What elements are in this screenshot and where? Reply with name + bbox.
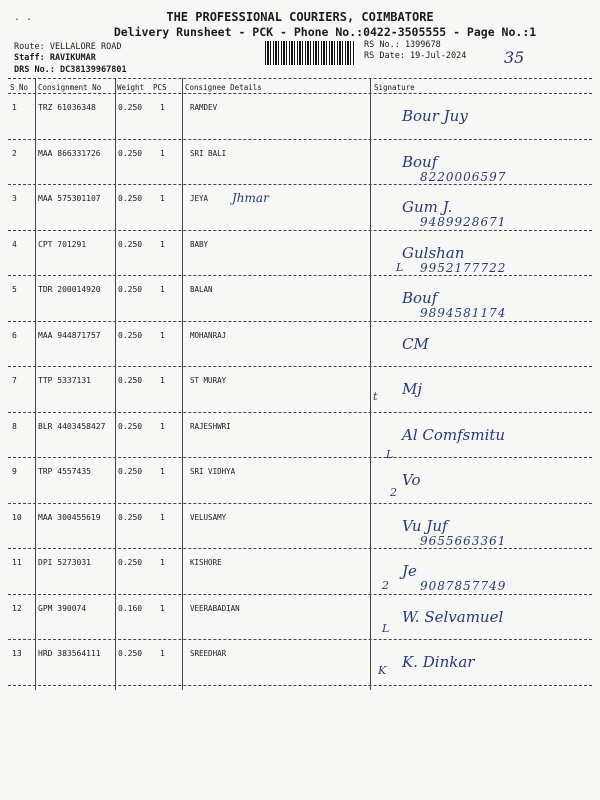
company-title: THE PROFESSIONAL COURIERS, COIMBATORE	[166, 10, 434, 24]
route-label: Route: VELLALORE ROAD	[14, 42, 122, 52]
signature-handwriting: Bouf	[402, 152, 438, 171]
runsheet-title: Delivery Runsheet - PCK - Phone No.:0422-3505555 - Page No.:1	[113, 25, 537, 39]
weight-value: 0.250	[118, 558, 143, 567]
serial-number: 3	[12, 194, 17, 203]
pcs-value: 1	[160, 103, 165, 112]
consignment-number: MAA 944871757	[38, 330, 101, 340]
weight-value: 0.250	[118, 285, 143, 294]
weight-value: 0.160	[118, 603, 143, 613]
consignment-number: BLR 4403458427	[38, 421, 106, 431]
consignee-name: JEYA	[190, 194, 209, 203]
handwritten-mark-row11: 2	[382, 579, 389, 592]
col-divider	[35, 78, 36, 690]
col-header-consignment: Consignment No	[38, 83, 102, 92]
pcs-value: 1	[160, 649, 165, 658]
handwritten-mark-row13: K	[378, 664, 387, 677]
pcs-value: 1	[160, 194, 165, 203]
row-divider	[8, 457, 592, 458]
row-divider	[8, 548, 592, 549]
signature-handwriting: Mj	[402, 380, 423, 398]
col-header-weight: Weight	[117, 83, 145, 92]
consignment-number: TRP 4557435	[38, 467, 91, 476]
signature-phone-note: 9952177722	[420, 260, 507, 275]
consignee-name: VEERABADIAN	[190, 603, 240, 613]
serial-number: 7	[12, 376, 17, 385]
row-divider	[8, 275, 592, 276]
row-divider	[8, 685, 592, 686]
col-header-sno: S No	[10, 83, 29, 92]
drs-number: DRS No.: DC38139967801	[14, 65, 127, 75]
row-divider	[8, 139, 592, 140]
serial-number: 1	[12, 103, 17, 112]
weight-value: 0.250	[118, 330, 143, 340]
weight-value: 0.250	[118, 467, 143, 476]
signature-phone-note: 8220006597	[420, 169, 507, 184]
consignment-number: MAA 300455619	[38, 512, 101, 522]
handwritten-mark-row9: 2	[390, 486, 397, 499]
signature-handwriting: W. Selvamuel	[402, 607, 504, 626]
signature-handwriting: K. Dinkar	[402, 653, 475, 671]
consignee-name: BALAN	[190, 285, 213, 294]
row-divider	[8, 230, 592, 231]
consignee-name: MOHANRAJ	[190, 330, 227, 340]
col-header-signature: Signature	[374, 83, 415, 92]
col-divider	[182, 78, 183, 690]
row-divider	[8, 594, 592, 595]
pcs-value: 1	[160, 603, 165, 613]
consignment-number: MAA 575301107	[38, 194, 101, 203]
row-divider	[8, 412, 592, 413]
pcs-value: 1	[160, 376, 165, 385]
serial-number: 6	[12, 330, 17, 340]
weight-value: 0.250	[118, 376, 143, 385]
corner-marks: . .	[14, 12, 33, 23]
consignee-name: BABY	[190, 239, 209, 249]
row-divider	[8, 639, 592, 640]
signature-handwriting: Vu Juf	[402, 516, 448, 535]
signature-phone-note: 9489928671	[420, 215, 507, 229]
weight-value: 0.250	[118, 649, 143, 658]
serial-number: 4	[12, 239, 17, 249]
col-header-pcs: PCS	[153, 83, 167, 92]
signature-handwriting: Je	[402, 562, 417, 580]
signature-handwriting: Vo	[402, 471, 421, 489]
consignment-number: DPI 5273031	[38, 558, 91, 567]
signature-handwriting: Gulshan	[402, 243, 465, 262]
consignment-number: GPM 390074	[38, 603, 87, 613]
signature-handwriting: Al Comfsmitu	[402, 425, 506, 444]
signature-handwriting: CM	[402, 334, 429, 353]
col-divider	[115, 78, 116, 690]
consignee-name: KISHORE	[190, 558, 222, 567]
consignee-name: ST MURAY	[190, 376, 227, 385]
signature-handwriting: Bouf	[402, 289, 438, 307]
signature-handwriting: Gum J.	[402, 198, 453, 216]
rs-number: RS No.: 1399678	[364, 40, 441, 50]
consignee-name: RAJESHWRI	[190, 421, 231, 431]
serial-number: 11	[12, 558, 22, 567]
weight-value: 0.250	[118, 239, 143, 249]
rs-date: RS Date: 19-Jul-2024	[364, 51, 467, 61]
row-divider	[8, 503, 592, 504]
header-rule	[8, 93, 592, 94]
consignment-number: TTP 5337131	[38, 376, 91, 385]
col-header-consignee: Consignee Details	[185, 83, 262, 92]
pcs-value: 1	[160, 512, 165, 522]
pcs-value: 1	[160, 421, 165, 431]
serial-number: 10	[12, 512, 22, 522]
serial-number: 8	[12, 421, 17, 431]
consignee-name: SREEDHAR	[190, 649, 227, 658]
handwritten-name-row3: Jhmar	[232, 191, 269, 205]
serial-number: 13	[12, 649, 22, 658]
serial-number: 9	[12, 467, 17, 476]
staff-label: Staff: RAVIKUMAR	[14, 53, 96, 63]
weight-value: 0.250	[118, 103, 143, 112]
consignment-number: MAA 866331726	[38, 148, 101, 158]
barcode	[265, 41, 355, 65]
pcs-value: 1	[160, 285, 165, 294]
consignee-name: RAMDEV	[190, 103, 218, 112]
consignee-name: VELUSAMY	[190, 512, 227, 522]
consignment-number: HRD 383564111	[38, 649, 101, 658]
row-divider	[8, 184, 592, 185]
consignee-name: SRI VIDHYA	[190, 467, 236, 476]
col-divider	[370, 78, 371, 690]
signature-phone-note: 9087857749	[420, 579, 507, 593]
weight-value: 0.250	[118, 148, 143, 158]
pcs-value: 1	[160, 148, 165, 158]
consignment-number: TRZ 61036348	[38, 103, 96, 112]
handwritten-count: 35	[504, 48, 525, 67]
handwritten-mark-row4: L	[396, 261, 404, 274]
weight-value: 0.250	[118, 421, 143, 431]
handwritten-mark-row8: L	[386, 448, 394, 461]
serial-number: 5	[12, 285, 17, 294]
pcs-value: 1	[160, 239, 165, 249]
row-divider	[8, 366, 592, 367]
handwritten-mark-row12: L	[382, 622, 390, 635]
signature-phone-note: 9655663361	[420, 533, 507, 548]
weight-value: 0.250	[118, 512, 143, 522]
serial-number: 2	[12, 148, 17, 158]
consignment-number: TDR 200014920	[38, 285, 101, 294]
weight-value: 0.250	[118, 194, 143, 203]
row-divider	[8, 321, 592, 322]
signature-handwriting: Bour Juy	[402, 107, 468, 125]
consignment-number: CPT 701291	[38, 239, 87, 249]
pcs-value: 1	[160, 558, 165, 567]
pcs-value: 1	[160, 330, 165, 340]
table-top-rule	[8, 78, 592, 79]
handwritten-mark-row7: t	[373, 390, 378, 403]
signature-phone-note: 9894581174	[420, 306, 507, 320]
pcs-value: 1	[160, 467, 165, 476]
serial-number: 12	[12, 603, 22, 613]
consignee-name: SRI BALI	[190, 148, 227, 158]
